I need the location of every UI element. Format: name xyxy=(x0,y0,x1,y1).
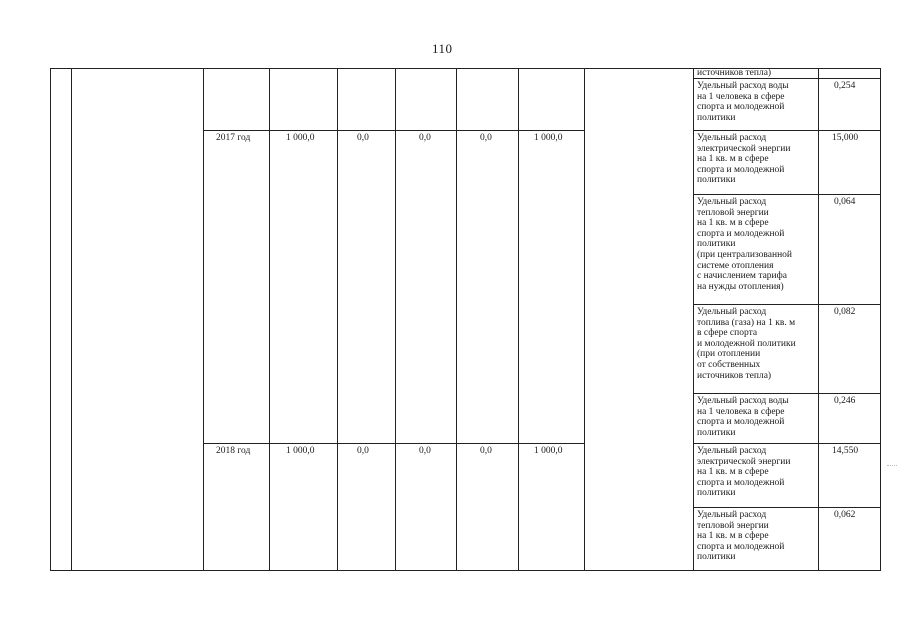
indicator-name: Удельный расход тепловой энергии на 1 кв. м в сфере спорта и молодежной политики (при централизованной системе отопления с начислением тарифа на нужды отопления) xyxy=(697,197,793,292)
table-border-right xyxy=(880,68,881,571)
indicator-value: 15,000 xyxy=(832,133,859,143)
indicator-value: 0,064 xyxy=(834,197,856,207)
year-label: 2018 год xyxy=(216,446,251,456)
column-divider xyxy=(395,68,396,571)
column-divider xyxy=(818,68,819,571)
indicator-value: 0,062 xyxy=(834,510,856,520)
indicator-value: 0,254 xyxy=(834,81,856,91)
year-label: 2017 год xyxy=(216,133,251,143)
column-divider xyxy=(584,68,585,571)
amount-other: 1 000,0 xyxy=(534,133,563,143)
column-divider xyxy=(456,68,457,571)
row-divider xyxy=(693,393,881,394)
amount-total: 1 000,0 xyxy=(286,133,315,143)
column-divider xyxy=(693,68,694,571)
data-table xyxy=(50,68,881,571)
row-divider xyxy=(203,443,584,444)
amount-federal: 0,0 xyxy=(357,446,369,456)
row-divider xyxy=(203,130,584,131)
amount-local: 0,0 xyxy=(480,133,492,143)
column-divider xyxy=(269,68,270,571)
table-border-bottom xyxy=(50,570,881,571)
column-divider xyxy=(71,68,72,571)
amount-total: 1 000,0 xyxy=(286,446,315,456)
amount-regional: 0,0 xyxy=(419,133,431,143)
indicator-value: 0,082 xyxy=(834,307,856,317)
indicator-name: Удельный расход воды на 1 человека в сфере спорта и молодежной политики xyxy=(697,81,789,123)
indicator-name: Удельный расход тепловой энергии на 1 кв. м в сфере спорта и молодежной политики xyxy=(697,510,785,563)
table-border-left xyxy=(50,68,51,571)
row-divider xyxy=(693,304,881,305)
row-divider xyxy=(693,194,881,195)
indicator-continuation: источников тепла) xyxy=(697,68,772,78)
row-divider xyxy=(693,130,881,131)
indicator-value: 0,246 xyxy=(834,396,856,406)
page-number: 110 xyxy=(432,41,453,56)
indicator-value: 14,550 xyxy=(832,446,859,456)
column-divider xyxy=(518,68,519,571)
scan-artifact xyxy=(887,465,897,468)
amount-regional: 0,0 xyxy=(419,446,431,456)
row-divider xyxy=(693,443,881,444)
column-divider xyxy=(203,68,204,571)
amount-other: 1 000,0 xyxy=(534,446,563,456)
amount-local: 0,0 xyxy=(480,446,492,456)
amount-federal: 0,0 xyxy=(357,133,369,143)
column-divider xyxy=(337,68,338,571)
indicator-name: Удельный расход электрической энергии на 1 кв. м в сфере спорта и молодежной политики xyxy=(697,133,791,186)
indicator-name: Удельный расход воды на 1 человека в сфере спорта и молодежной политики xyxy=(697,396,789,438)
indicator-name: Удельный расход электрической энергии на 1 кв. м в сфере спорта и молодежной политики xyxy=(697,446,791,499)
indicator-name: Удельный расход топлива (газа) на 1 кв. м в сфере спорта и молодежной политики (при отоплении от собственных источников тепла) xyxy=(697,307,796,381)
row-divider xyxy=(693,507,881,508)
